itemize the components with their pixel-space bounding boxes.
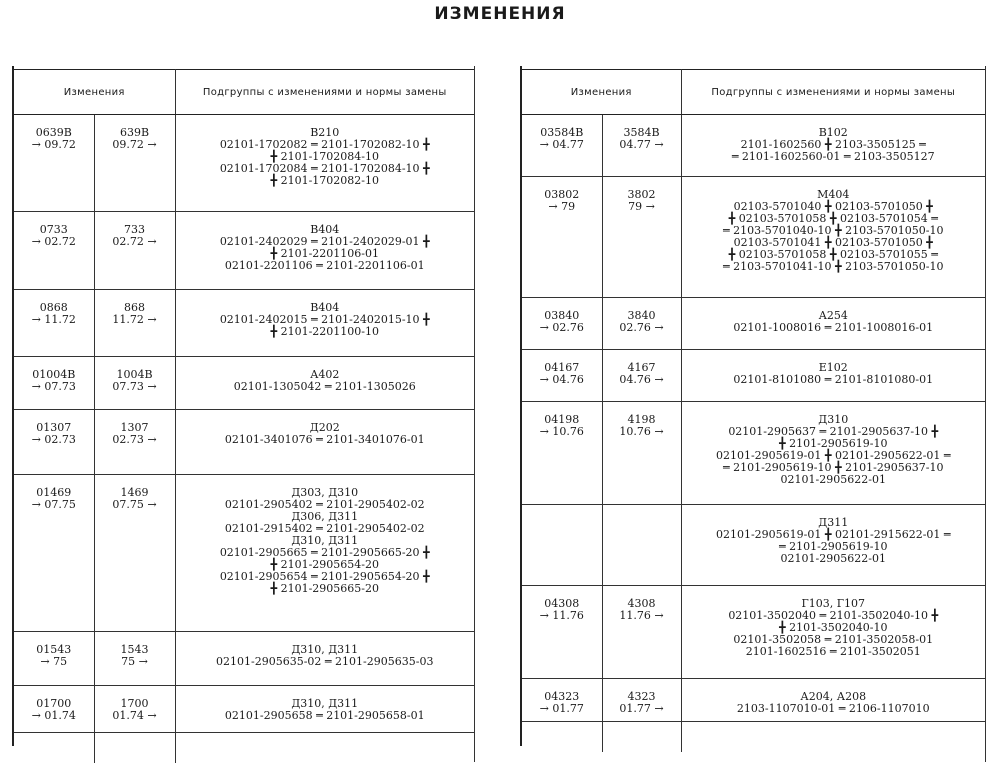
replacement-line: 02103-5701040 ╋ 02103-5701050 ╋ bbox=[733, 200, 933, 213]
replacement-line: ╋ 2101-2905619-10 bbox=[778, 437, 888, 450]
change-line: 01.77 → bbox=[619, 702, 664, 715]
change-line: 04198 bbox=[544, 413, 580, 426]
change-from-cell bbox=[522, 679, 602, 722]
subgroups-cell bbox=[175, 357, 474, 410]
change-line: → 04.77 bbox=[539, 138, 584, 151]
change-line: 868 bbox=[124, 301, 145, 314]
change-from-cell bbox=[522, 505, 602, 586]
replacement-line: 02101-3401076 ═ 2101-3401076-01 bbox=[224, 433, 425, 446]
change-line: 4198 bbox=[627, 413, 656, 426]
change-to-cell bbox=[602, 177, 681, 298]
change-line: 1004В bbox=[116, 368, 153, 381]
empty-cell bbox=[602, 722, 681, 752]
change-line: 4308 bbox=[627, 597, 656, 610]
subgroup-code: А402 bbox=[310, 368, 340, 381]
change-line: 733 bbox=[124, 223, 145, 236]
empty-cell bbox=[681, 722, 985, 752]
replacement-line: 2101-1602516 ═ 2101-3502051 bbox=[745, 645, 921, 658]
change-line: → 07.73 bbox=[31, 380, 76, 393]
change-to-cell bbox=[602, 350, 681, 402]
empty-row bbox=[522, 722, 985, 752]
change-line: → 11.76 bbox=[539, 609, 584, 622]
table-row bbox=[14, 410, 474, 475]
subgroups-cell bbox=[681, 505, 985, 586]
subgroup-code: М404 bbox=[817, 188, 850, 201]
subgroup-code: Д202 bbox=[309, 421, 340, 434]
change-line: 1469 bbox=[120, 486, 149, 499]
subgroup-code: Г103, Г107 bbox=[801, 597, 866, 610]
subgroup-code: В404 bbox=[310, 223, 340, 236]
change-line: 3840 bbox=[627, 309, 656, 322]
replacement-line: ═ 2101-1602560-01 ═ 2103-3505127 bbox=[731, 150, 935, 163]
table-row bbox=[522, 350, 985, 402]
replacement-line: ╋ 2101-2905665-20 bbox=[270, 582, 380, 595]
changes-table-left bbox=[14, 69, 474, 763]
table-row bbox=[14, 632, 474, 686]
change-line: → 02.73 bbox=[31, 433, 76, 446]
subgroups-cell bbox=[175, 410, 474, 475]
change-line: 11.72 → bbox=[112, 313, 157, 326]
change-line: → 04.76 bbox=[539, 373, 584, 386]
change-to-cell bbox=[94, 410, 175, 475]
change-from-cell bbox=[14, 632, 94, 686]
table-row bbox=[14, 290, 474, 357]
change-to-cell bbox=[94, 632, 175, 686]
change-line: 04167 bbox=[544, 361, 580, 374]
change-line: → 02.76 bbox=[539, 321, 584, 334]
replacement-line: 02101-2905619-01 ╋ 02101-2905622-01 ═ bbox=[715, 449, 951, 462]
change-line: 01469 bbox=[36, 486, 72, 499]
subgroup-code: Е102 bbox=[818, 361, 848, 374]
replacement-line: ╋ 2101-1702082-10 bbox=[270, 174, 380, 187]
change-from-cell bbox=[14, 410, 94, 475]
subgroup-code: А204, А208 bbox=[800, 690, 867, 703]
change-line: 01004В bbox=[32, 368, 76, 381]
empty-row bbox=[14, 733, 474, 763]
replacement-line: ╋ 02103-5701058 ╋ 02103-5701055 ═ bbox=[728, 248, 938, 261]
change-from-cell bbox=[522, 115, 602, 177]
change-from-cell bbox=[522, 402, 602, 505]
subgroups-cell bbox=[175, 632, 474, 686]
replacement-line: 02101-2905622-01 bbox=[780, 552, 886, 565]
change-to-cell bbox=[602, 115, 681, 177]
replacement-line: 02101-1305042 ═ 2101-1305026 bbox=[233, 380, 416, 393]
empty-cell bbox=[14, 733, 94, 763]
change-line: → 01.77 bbox=[539, 702, 584, 715]
table-row bbox=[14, 475, 474, 632]
subgroup-code: Д310 bbox=[818, 413, 849, 426]
change-line: 04323 bbox=[544, 690, 580, 703]
change-line: 04308 bbox=[544, 597, 580, 610]
change-to-cell bbox=[94, 357, 175, 410]
subgroups-cell bbox=[175, 115, 474, 212]
change-line: 03840 bbox=[544, 309, 580, 322]
replacement-line: 02103-5701041 ╋ 02103-5701050 ╋ bbox=[733, 236, 933, 249]
replacement-line: 02101-2905637 ═ 2101-2905637-10 ╋ bbox=[728, 425, 939, 438]
table-row bbox=[522, 402, 985, 505]
empty-cell bbox=[522, 722, 602, 752]
replacement-line: ╋ 02103-5701058 ╋ 02103-5701054 ═ bbox=[728, 212, 938, 225]
table-row bbox=[14, 115, 474, 212]
replacement-line: 02101-2915402 ═ 2101-2905402-02 bbox=[224, 522, 425, 535]
table-header-row bbox=[522, 70, 985, 115]
change-to-cell bbox=[94, 290, 175, 357]
change-line: 75 → bbox=[121, 655, 148, 668]
change-line: 01307 bbox=[36, 421, 72, 434]
change-line: 0733 bbox=[39, 223, 68, 236]
empty-cell bbox=[175, 733, 474, 763]
replacement-line: 02101-1702082 ═ 2101-1702082-10 ╋ bbox=[219, 138, 430, 151]
change-line: 04.77 → bbox=[619, 138, 664, 151]
table-row bbox=[522, 586, 985, 679]
replacement-line: ═ 2103-5701041-10 ╋ 2103-5701050-10 bbox=[722, 260, 944, 273]
change-line: 4323 bbox=[627, 690, 656, 703]
replacement-line: ╋ 2101-3502040-10 bbox=[778, 621, 888, 634]
change-from-cell bbox=[522, 298, 602, 350]
change-line: 10.76 → bbox=[619, 425, 664, 438]
replacement-line: 02101-2905402 ═ 2101-2905402-02 bbox=[224, 498, 425, 511]
change-line: 07.75 → bbox=[112, 498, 157, 511]
change-line: → 09.72 bbox=[31, 138, 76, 151]
change-from-cell bbox=[14, 357, 94, 410]
replacement-line: ╋ 2101-2201100-10 bbox=[270, 325, 380, 338]
change-from-cell bbox=[522, 350, 602, 402]
change-to-cell bbox=[602, 505, 681, 586]
header-changes: Изменения bbox=[14, 70, 175, 115]
change-to-cell bbox=[602, 586, 681, 679]
replacement-line: Д310, Д311 bbox=[291, 534, 359, 547]
subgroup-code: Д310, Д311 bbox=[291, 697, 359, 710]
change-line: 09.72 → bbox=[112, 138, 157, 151]
replacement-line: 02101-2905635-02 ═ 2101-2905635-03 bbox=[216, 655, 434, 668]
replacement-line: ═ 2101-2905619-10 ╋ 2101-2905637-10 bbox=[722, 461, 944, 474]
change-line: → 07.75 bbox=[31, 498, 76, 511]
change-line: → 01.74 bbox=[31, 709, 76, 722]
replacement-line: ╋ 2101-1702084-10 bbox=[270, 150, 380, 163]
change-line: 03802 bbox=[544, 188, 580, 201]
change-line: 04.76 → bbox=[619, 373, 664, 386]
subgroups-cell bbox=[681, 402, 985, 505]
change-line: 1700 bbox=[120, 697, 149, 710]
change-line: 01543 bbox=[36, 643, 72, 656]
subgroups-cell bbox=[681, 115, 985, 177]
change-line: 01.74 → bbox=[112, 709, 157, 722]
table-row bbox=[522, 115, 985, 177]
replacement-line: ═ 2103-5701040-10 ╋ 2103-5701050-10 bbox=[722, 224, 944, 237]
left-table-right-border bbox=[474, 66, 475, 762]
replacement-line: 02101-3502040 ═ 2101-3502040-10 ╋ bbox=[728, 609, 939, 622]
empty-cell bbox=[94, 733, 175, 763]
replacement-line: 02101-2402029 ═ 2101-2402029-01 ╋ bbox=[219, 235, 430, 248]
change-line: 79 → bbox=[628, 200, 655, 213]
subgroups-cell bbox=[175, 686, 474, 733]
change-line: 4167 bbox=[627, 361, 656, 374]
subgroup-code: Д303, Д310 bbox=[291, 486, 359, 499]
replacement-line: 2101-1602560 ╋ 2103-3505125 ═ bbox=[740, 138, 926, 151]
replacement-line: 02101-8101080 ═ 2101-8101080-01 bbox=[733, 373, 934, 386]
change-from-cell bbox=[14, 290, 94, 357]
replacement-line: Д306, Д311 bbox=[291, 510, 359, 523]
replacement-line: 02101-1008016 ═ 2101-1008016-01 bbox=[733, 321, 934, 334]
table-row bbox=[14, 686, 474, 733]
change-to-cell bbox=[602, 298, 681, 350]
change-from-cell bbox=[14, 212, 94, 290]
change-line: 0868 bbox=[39, 301, 68, 314]
replacement-line: ═ 2101-2905619-10 bbox=[778, 540, 888, 553]
change-line: 11.76 → bbox=[619, 609, 664, 622]
change-from-cell bbox=[14, 115, 94, 212]
subgroups-cell bbox=[681, 350, 985, 402]
change-line: 01700 bbox=[36, 697, 72, 710]
header-subgroups: Подгруппы с изменениями и нормы замены bbox=[681, 70, 985, 115]
replacement-line: 2103-1107010-01 ═ 2106-1107010 bbox=[736, 702, 930, 715]
replacement-line: ╋ 2101-2201106-01 bbox=[270, 247, 380, 260]
change-line: 02.72 → bbox=[112, 235, 157, 248]
change-line: 0639В bbox=[35, 126, 72, 139]
change-line: → 75 bbox=[40, 655, 68, 668]
replacement-line: 02101-2905658 ═ 2101-2905658-01 bbox=[224, 709, 425, 722]
change-to-cell bbox=[602, 402, 681, 505]
change-from-cell bbox=[522, 177, 602, 298]
change-to-cell bbox=[94, 115, 175, 212]
table-header-row bbox=[14, 70, 474, 115]
subgroup-code: В102 bbox=[818, 126, 848, 139]
replacement-line: 02101-2905619-01 ╋ 02101-2915622-01 ═ bbox=[715, 528, 951, 541]
change-line: 3802 bbox=[627, 188, 656, 201]
change-to-cell bbox=[602, 679, 681, 722]
change-line: 3584В bbox=[623, 126, 660, 139]
replacement-line: 02101-2905622-01 bbox=[780, 473, 886, 486]
subgroup-code: Д310, Д311 bbox=[291, 643, 359, 656]
change-line: → 10.76 bbox=[539, 425, 584, 438]
change-line: → 11.72 bbox=[31, 313, 76, 326]
change-line: 03584В bbox=[540, 126, 584, 139]
changes-table-right bbox=[522, 69, 985, 752]
subgroups-cell bbox=[681, 586, 985, 679]
subgroup-code: В404 bbox=[310, 301, 340, 314]
subgroups-cell bbox=[175, 475, 474, 632]
change-line: 02.76 → bbox=[619, 321, 664, 334]
table-row bbox=[14, 357, 474, 410]
header-subgroups: Подгруппы с изменениями и нормы замены bbox=[175, 70, 474, 115]
replacement-line: ╋ 2101-2905654-20 bbox=[270, 558, 380, 571]
table-row bbox=[14, 212, 474, 290]
replacement-line: 02101-2402015 ═ 2101-2402015-10 ╋ bbox=[219, 313, 430, 326]
change-line: 07.73 → bbox=[112, 380, 157, 393]
change-to-cell bbox=[94, 212, 175, 290]
change-from-cell bbox=[522, 586, 602, 679]
subgroups-cell bbox=[681, 298, 985, 350]
replacement-line: 02101-2201106 ═ 2101-2201106-01 bbox=[224, 259, 425, 272]
change-line: → 02.72 bbox=[31, 235, 76, 248]
replacement-line: 02101-3502058 ═ 2101-3502058-01 bbox=[733, 633, 934, 646]
change-to-cell bbox=[94, 686, 175, 733]
change-line: 639В bbox=[119, 126, 150, 139]
table-row bbox=[522, 298, 985, 350]
replacement-line: 02101-2905654 ═ 2101-2905654-20 ╋ bbox=[219, 570, 430, 583]
table-row bbox=[522, 505, 985, 586]
change-line: 1543 bbox=[120, 643, 149, 656]
subgroups-cell bbox=[681, 177, 985, 298]
change-from-cell bbox=[14, 475, 94, 632]
subgroup-code: В210 bbox=[310, 126, 340, 139]
replacement-line: 02101-2905665 ═ 2101-2905665-20 ╋ bbox=[219, 546, 430, 559]
change-from-cell bbox=[14, 686, 94, 733]
page-title: ИЗМЕНЕНИЯ bbox=[434, 4, 566, 24]
right-table-right-border bbox=[985, 66, 986, 762]
replacement-line: 02101-1702084 ═ 2101-1702084-10 ╋ bbox=[219, 162, 430, 175]
subgroups-cell bbox=[175, 212, 474, 290]
subgroup-code: Д311 bbox=[818, 516, 849, 529]
change-line: → 79 bbox=[548, 200, 576, 213]
change-line: 1307 bbox=[120, 421, 149, 434]
subgroup-code: А254 bbox=[818, 309, 848, 322]
subgroups-cell bbox=[681, 679, 985, 722]
header-changes: Изменения bbox=[522, 70, 681, 115]
table-row bbox=[522, 679, 985, 722]
change-to-cell bbox=[94, 475, 175, 632]
change-line: 02.73 → bbox=[112, 433, 157, 446]
subgroups-cell bbox=[175, 290, 474, 357]
table-row bbox=[522, 177, 985, 298]
